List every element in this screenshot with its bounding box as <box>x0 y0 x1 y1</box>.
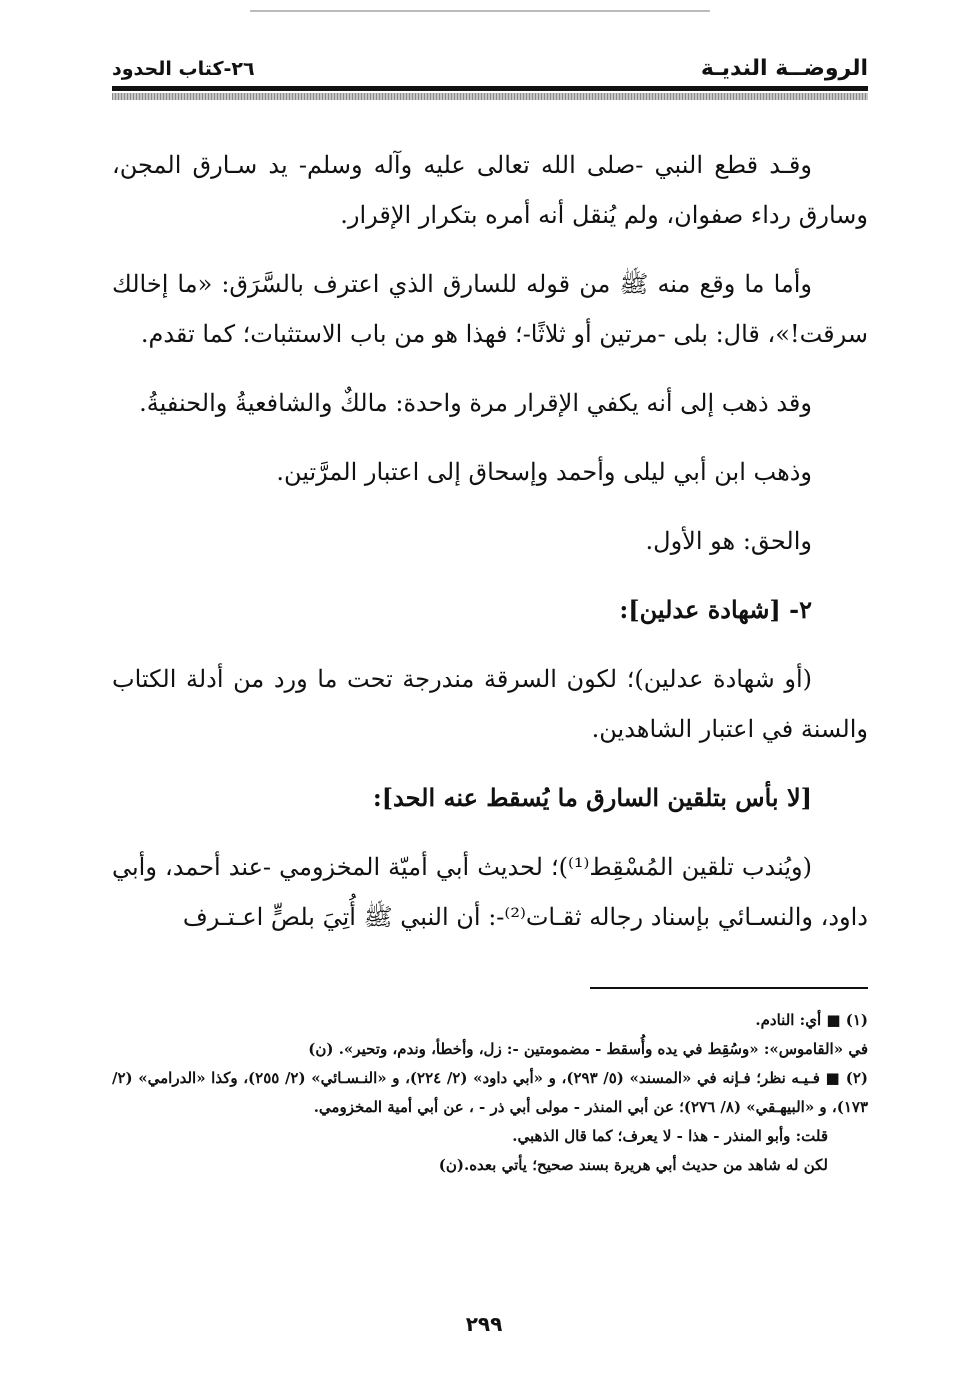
top-edge-line <box>250 10 710 12</box>
paragraph: والحق: هو الأول. <box>645 527 812 555</box>
header-shaded-band <box>112 93 868 100</box>
footnote: (١) ■ أي: النادم. <box>755 1011 868 1029</box>
section-heading: [لا بأس بتلقين السارق ما يُسقط عنه الحد]: <box>372 783 812 812</box>
paragraph: (ويُندب تلقين المُسْقِط⁽¹⁾)؛ لحديث أبي أميّة المخزومي -عند أحمد، وأبي داود، والنسـائي بإسناد رجاله ثقـات⁽²⁾-: أن النبي ﷺ أُتِيَ بلصٍّ اعـتـرف <box>112 853 868 931</box>
page-number: ٢٩٩ <box>465 1312 503 1336</box>
footnote: لكن له شاهد من حديث أبي هريرة بسند صحيح؛ يأتي بعده.(ن) <box>438 1156 828 1174</box>
paragraph: وقـد قطع النبي -صلى الله تعالى عليه وآله وسلم- يد سـارق المجن، وسارق رداء صفوان، ولم يُنقل أنه أمره بتكرار الإقرار. <box>112 151 868 229</box>
footnote: قلت: وأبو المنذر - هذا - لا يعرف؛ كما قال الذهبي. <box>512 1127 828 1145</box>
paragraph: وقد ذهب إلى أنه يكفي الإقرار مرة واحدة: مالكٌ والشافعيةُ والحنفيةُ. <box>139 389 812 417</box>
paragraph: (أو شهادة عدلين)؛ لكون السرقة مندرجة تحت ما ورد من أدلة الكتاب والسنة في اعتبار الشاهدين. <box>112 665 868 743</box>
paragraph: وأما ما وقع منه ﷺ من قوله للسارق الذي اعترف بالسَّرَق: «ما إخالك سرقت!»، قال: بلى -مرتين أو ثلاثًا-؛ فهذا هو من باب الاستثبات؛ كما تقدم. <box>112 270 868 348</box>
header-rule <box>112 86 868 91</box>
section-heading: ٢- [شهادة عدلين]: <box>619 595 812 624</box>
footnote-separator <box>590 987 868 989</box>
chapter-title: ٢٦-كتاب الحدود <box>112 58 255 80</box>
paragraph: وذهب ابن أبي ليلى وأحمد وإسحاق إلى اعتبار المرَّتين. <box>276 458 812 486</box>
footnotes <box>112 1006 868 1180</box>
main-text <box>112 140 868 961</box>
footnote: (٢) ■ فـيـه نظر؛ فـإنه في «المسند» (٥/ ٢٩٣)، و «أبي داود» (٢/ ٢٢٤)، و «النـسـائي» (٢/ ٢٥٥)، وكذا «الدرامي» (٢/ ١٧٣)، و «البيهـقي» (٨/ ٢٧٦)؛ عن أبي المنذر - مولى أبي ذر - ، عن أبي أمية المخزومي. <box>112 1069 868 1116</box>
footnote: في «القاموس»: «وسُقِط في يده وأُسقط - مضمومتين -: زل، وأخطأ، وندم، وتحير». (ن) <box>308 1040 868 1058</box>
book-title: الروضــة النديـة <box>700 56 868 81</box>
